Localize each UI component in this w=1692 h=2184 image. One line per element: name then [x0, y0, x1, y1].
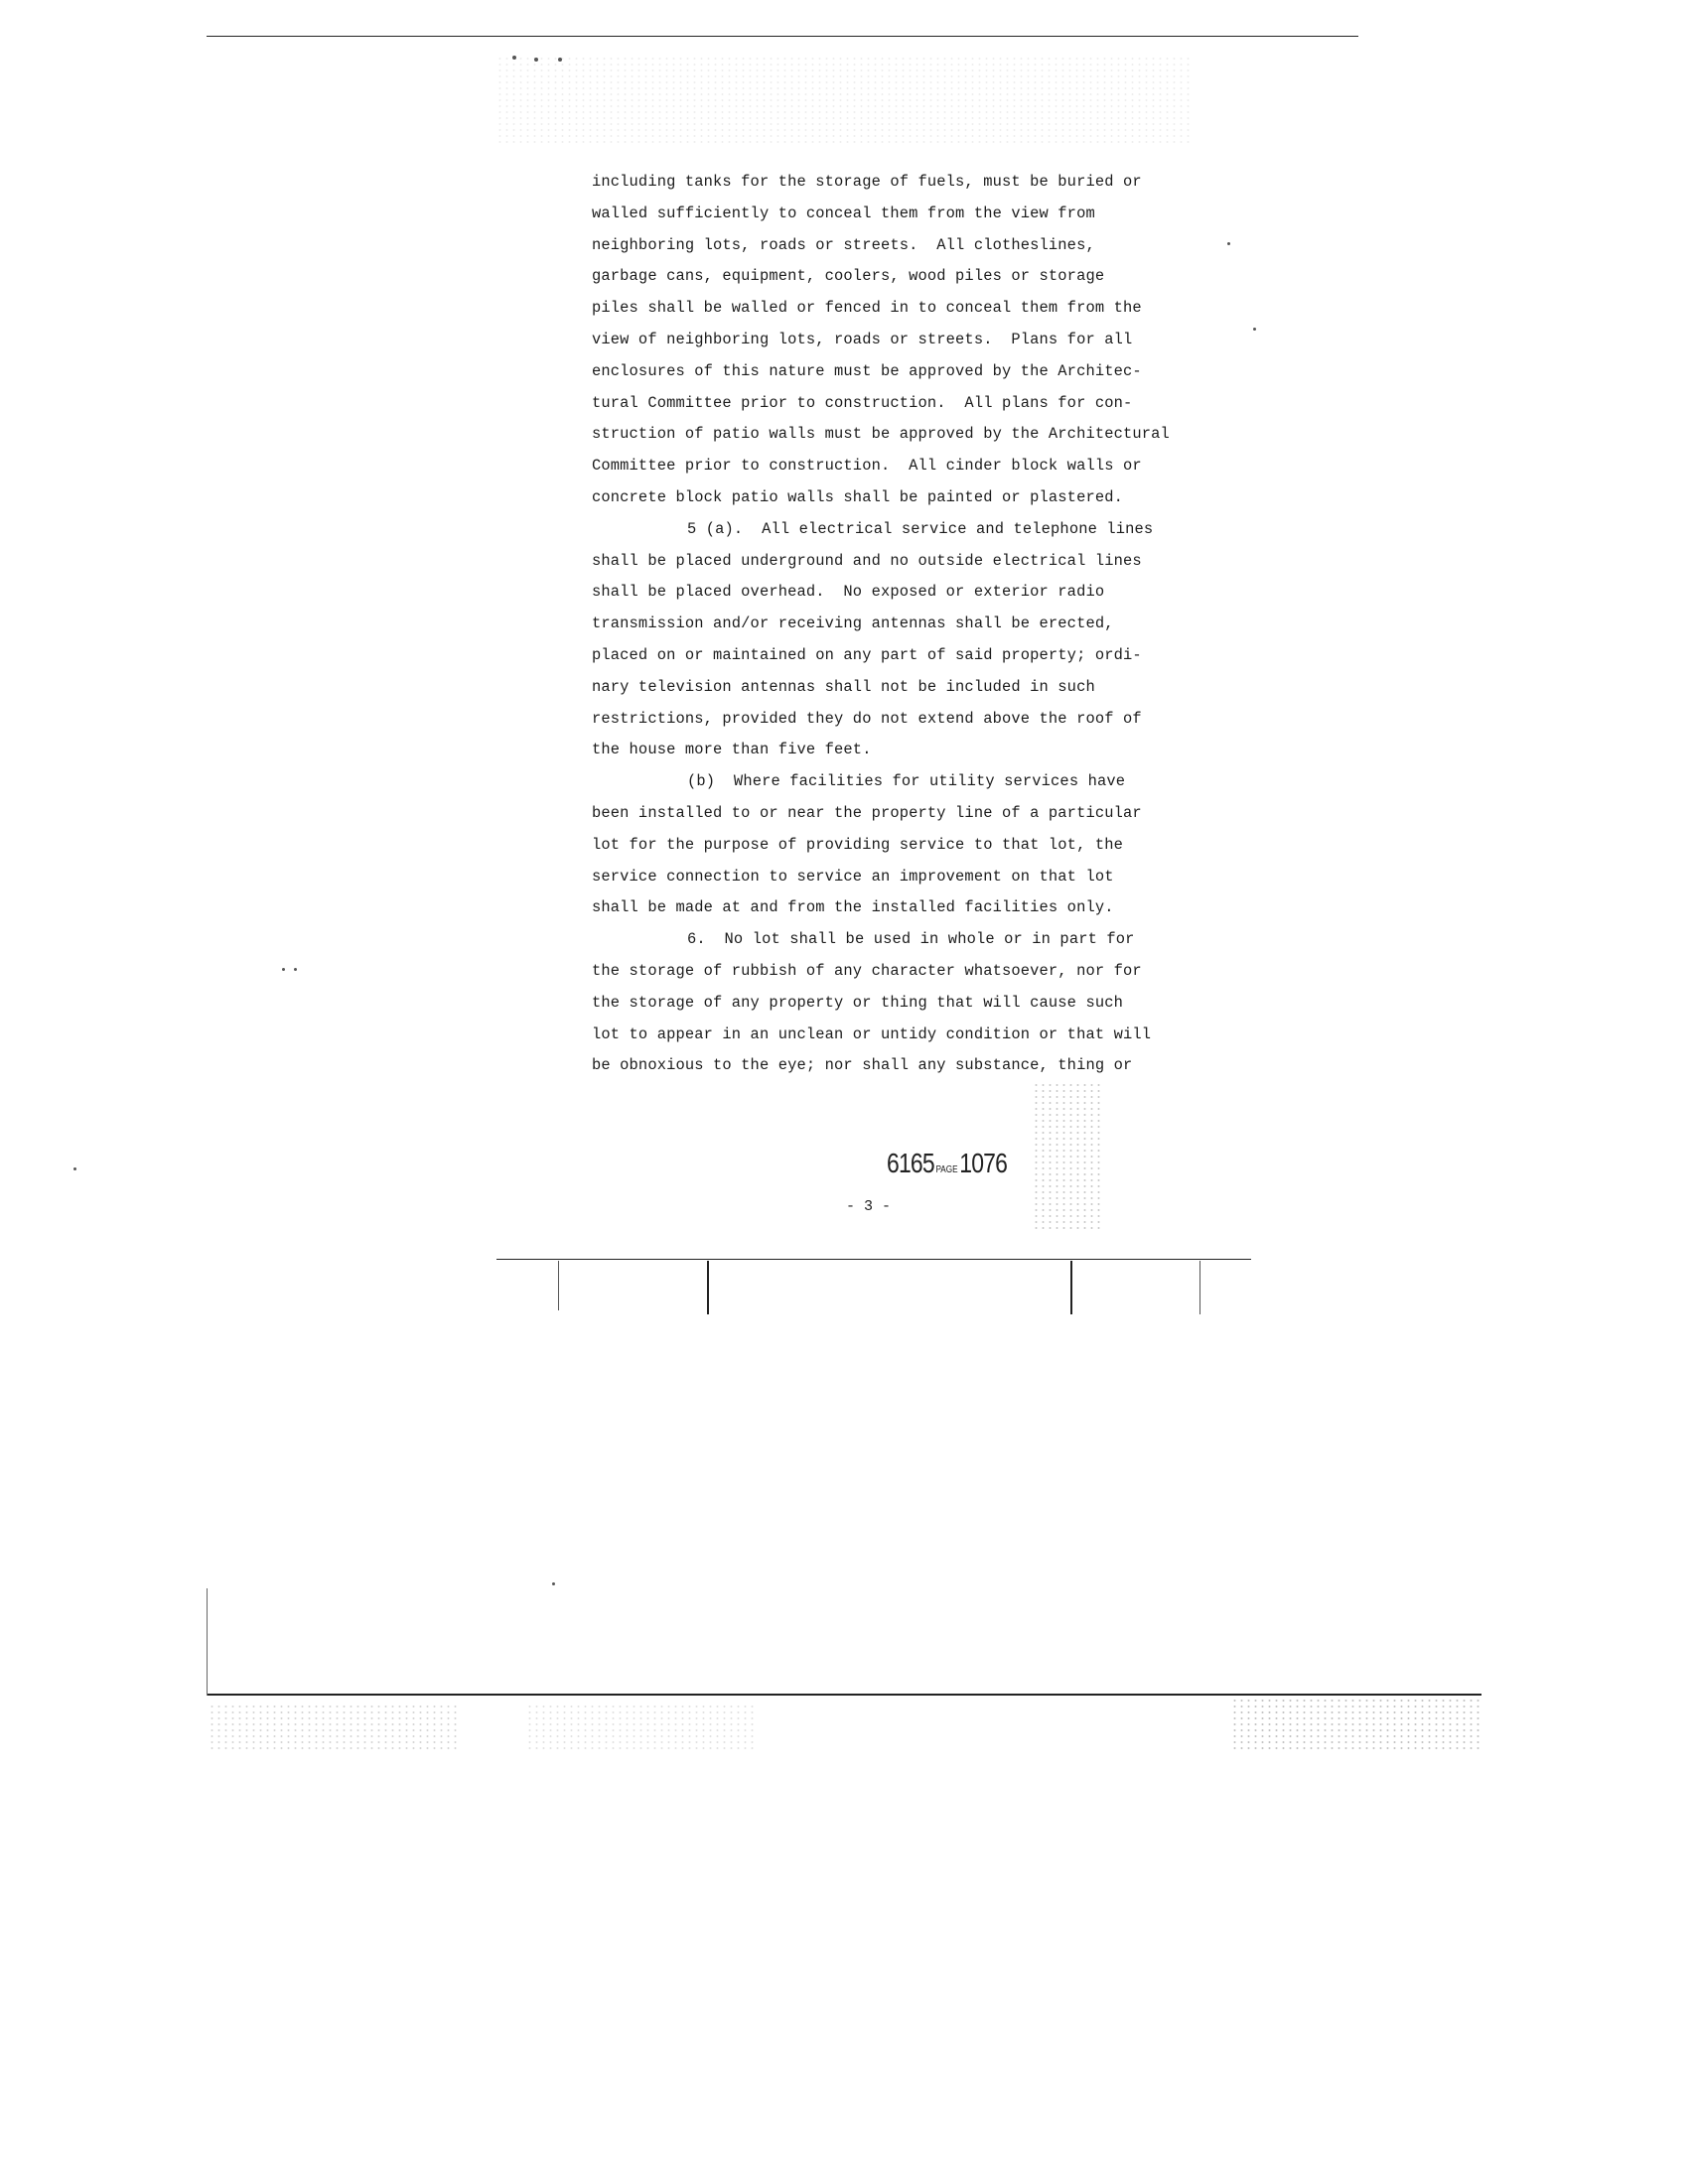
scan-speck [1253, 328, 1256, 331]
text-line: lot to appear in an unclean or untidy condition or that will [592, 1024, 1152, 1043]
text-line: the house more than five feet. [592, 741, 872, 759]
form-tick-2 [707, 1261, 709, 1314]
text-line: nary television antennas shall not be included in such [592, 677, 1095, 696]
text-line: the storage of any property or thing that will cause such [592, 993, 1123, 1012]
text-line: the storage of rubbish of any character whatsoever, nor for [592, 961, 1142, 980]
text-line: tural Committee prior to construction. All plans for con- [592, 393, 1133, 412]
scan-speck [1227, 242, 1230, 245]
text-line: been installed to or near the property line of a particular [592, 803, 1142, 822]
form-tick-4 [1199, 1261, 1200, 1314]
scan-speck [534, 58, 538, 62]
text-line: garbage cans, equipment, coolers, wood piles or storage [592, 267, 1105, 286]
text-line: shall be placed overhead. No exposed or exterior radio [592, 583, 1105, 602]
scan-speck [512, 56, 516, 60]
page-word: PAGE [935, 1164, 958, 1175]
bottom-rule [207, 1694, 1481, 1696]
text-line: enclosures of this nature must be approved by the Architec- [592, 361, 1142, 380]
left-border-rule [207, 1588, 208, 1696]
text-line: restrictions, provided they do not extend above the roof of [592, 709, 1142, 728]
page-stamp-number: 1076 [959, 1148, 1008, 1178]
form-tick-1 [558, 1261, 559, 1310]
text-line: neighboring lots, roads or streets. All clotheslines, [592, 235, 1095, 254]
scan-speck [558, 58, 562, 62]
text-line: transmission and/or receiving antennas shall be erected, [592, 614, 1114, 633]
top-rule [207, 36, 1358, 37]
page-number: - 3 - [846, 1198, 892, 1215]
form-tick-3 [1070, 1261, 1072, 1314]
scan-speck [294, 968, 297, 971]
scan-speck [552, 1582, 555, 1585]
text-line: shall be made at and from the installed facilities only. [592, 898, 1114, 917]
section-5b-heading-line: (b) Where facilities for utility services have [687, 772, 1126, 791]
scan-speck [282, 968, 285, 971]
covenant-text [592, 167, 1188, 1082]
text-line: placed on or maintained on any part of said property; ordi- [592, 645, 1142, 664]
section-5a-heading-line: 5 (a). All electrical service and telephone lines [687, 519, 1154, 538]
text-line: lot for the purpose of providing service to that lot, the [592, 835, 1123, 854]
text-line: shall be placed underground and no outside electrical lines [592, 551, 1142, 570]
scan-noise-bottom-mid [526, 1704, 755, 1749]
text-line: be obnoxious to the eye; nor shall any substance, thing or [592, 1056, 1133, 1075]
text-line: concrete block patio walls shall be painted or plastered. [592, 487, 1123, 506]
section-6-heading-line: 6. No lot shall be used in whole or in part for [687, 930, 1135, 949]
text-line: Committee prior to construction. All cinder block walls or [592, 457, 1142, 476]
scan-noise-bottom-left [209, 1704, 457, 1749]
text-line: walled sufficiently to conceal them from the view from [592, 204, 1095, 222]
form-rule [496, 1259, 1251, 1260]
book-number: 6165 [887, 1148, 934, 1178]
scan-noise-stamp [1033, 1082, 1102, 1231]
text-line: service connection to service an improvement on that lot [592, 867, 1114, 886]
text-line: including tanks for the storage of fuels, must be buried or [592, 173, 1142, 191]
scan-noise-top [496, 56, 1192, 145]
text-line: piles shall be walled or fenced in to conceal them from the [592, 299, 1142, 318]
text-line: view of neighboring lots, roads or streets. Plans for all [592, 330, 1133, 348]
text-line: struction of patio walls must be approved by the Architectural [592, 425, 1170, 444]
scan-speck [73, 1167, 76, 1170]
book-page-stamp [887, 1148, 1007, 1179]
scan-noise-bottom-right [1231, 1698, 1480, 1753]
